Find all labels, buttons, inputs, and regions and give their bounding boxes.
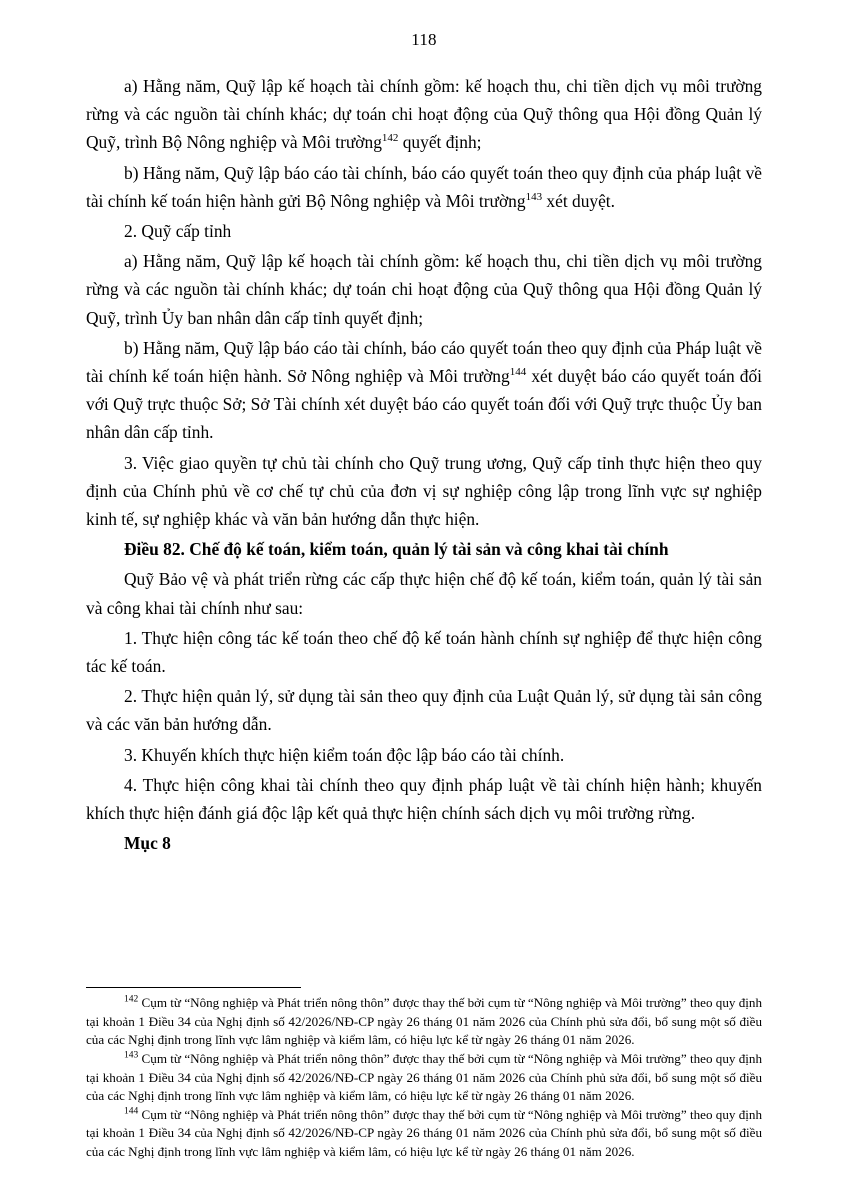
paragraph-tail: xét duyệt báo cáo quyết toán đối với Quỹ trực thuộc Sở; Sở Tài chính xét duyệt báo cáo quyết toán đối với Quỹ trực thuộc Ủy ban nhân dân cấp tỉnh. [86, 366, 762, 443]
footnote-separator [86, 987, 301, 988]
paragraph-82-1: 1. Thực hiện công tác kế toán theo chế độ kế toán hành chính sự nghiệp để thực hiện công tác kế toán. [86, 627, 762, 677]
paragraph-text: b) Hằng năm, Quỹ lập báo cáo tài chính, báo cáo quyết toán theo quy định của pháp luật về tài chính kế toán hiện hành gửi Bộ Nông nghiệp và Môi trường [86, 162, 762, 211]
footnote-text: Cụm từ “Nông nghiệp và Phát triển nông thôn” được thay thế bởi cụm từ “Nông nghiệp và Môi trường” theo quy định tại khoản 1 Điều 34 của Nghị định số 42/2026/NĐ-CP ngày 26 tháng 01 năm 2026 của Chính phủ sửa đổi, bổ sung một số điều của các Nghị định trong lĩnh vực lâm nghiệp và kiểm lâm, có hiệu lực kể từ ngày 26 tháng 01 năm 2026. [86, 1107, 762, 1159]
paragraph-82-2: 2. Thực hiện quản lý, sử dụng tài sản theo quy định của Luật Quản lý, sử dụng tài sản công và các văn bản hướng dẫn. [86, 686, 762, 735]
footnote-marker: 144 [124, 1106, 139, 1117]
footnote-marker: 142 [124, 994, 139, 1005]
document-body [86, 72, 762, 857]
article-heading-82: Điều 82. Chế độ kế toán, kiểm toán, quản lý tài sản và công khai tài chính [124, 539, 669, 560]
paragraph-b-trung-uong [86, 159, 762, 215]
paragraph-a-cap-tinh [86, 247, 762, 332]
paragraph-text: b) Hằng năm, Quỹ lập báo cáo tài chính, báo cáo quyết toán theo quy định của Pháp luật về tài chính kế toán hiện hành. Sở Nông nghiệp và Môi trường [86, 337, 762, 387]
footnote-text: Cụm từ “Nông nghiệp và Phát triển nông thôn” được thay thế bởi cụm từ “Nông nghiệp và Môi trường” theo quy định tại khoản 1 Điều 34 của Nghị định số 42/2026/NĐ-CP ngày 26 tháng 01 năm 2026 của Chính phủ sửa đổi, bổ sung một số điều của các Nghị định trong lĩnh vực lâm nghiệp và kiểm lâm, có hiệu lực kể từ ngày 26 tháng 01 năm 2026. [86, 995, 762, 1047]
paragraph-text: 2. Quỹ cấp tỉnh [124, 221, 232, 242]
footnote-142 [86, 994, 762, 1049]
footnote-ref-142[interactable]: 142 [381, 132, 399, 145]
paragraph-82-3: 3. Khuyến khích thực hiện kiểm toán độc lập báo cáo tài chính. [124, 744, 565, 765]
footnote-marker: 143 [124, 1050, 139, 1061]
paragraph-intro-82: Quỹ Bảo vệ và phát triển rừng các cấp thực hiện chế độ kế toán, kiểm toán, quản lý tài sản và công khai tài chính như sau: [86, 569, 762, 618]
footnote-143 [86, 1050, 762, 1105]
paragraph-tail: quyết định; [398, 132, 482, 153]
footnote-144 [86, 1106, 762, 1161]
page-number: 118 [411, 30, 437, 49]
footnote-ref-144[interactable]: 144 [509, 366, 527, 379]
paragraph-text: a) Hằng năm, Quỹ lập kế hoạch tài chính gồm: kế hoạch thu, chi tiền dịch vụ môi trường rừng và các nguồn tài chính khác; dự toán chi hoạt động của Quỹ thông qua Hội đồng Quản lý Quỹ, trình Bộ Nông nghiệp và Môi trường [86, 76, 762, 153]
footnote-area [86, 987, 762, 1162]
paragraph-clause-2 [86, 217, 762, 245]
section-label-muc-8: Mục 8 [124, 833, 171, 854]
paragraph-text: 3. Việc giao quyền tự chủ tài chính cho Quỹ trung ương, Quỹ cấp tỉnh thực hiện theo quy định của Chính phủ về cơ chế tự chủ của đơn vị sự nghiệp công lập trong lĩnh vực sự nghiệp kinh tế, sự nghiệp khác và văn bản hướng dẫn thực hiện. [86, 452, 762, 530]
paragraph-82-4: 4. Thực hiện công khai tài chính theo quy định pháp luật về tài chính hiện hành; khuyến khích thực hiện đánh giá độc lập kết quả thực hiện chính sách dịch vụ môi trường rừng. [86, 774, 762, 824]
footnote-ref-143[interactable]: 143 [525, 191, 543, 204]
paragraph-text: a) Hằng năm, Quỹ lập kế hoạch tài chính gồm: kế hoạch thu, chi tiền dịch vụ môi trường rừng và các nguồn tài chính khác; dự toán chi hoạt động của Quỹ thông qua Hội đồng Quản lý Quỹ, trình Ủy ban nhân dân cấp tỉnh quyết định; [86, 251, 762, 328]
paragraph-a-trung-uong [86, 72, 762, 157]
footnote-text: Cụm từ “Nông nghiệp và Phát triển nông thôn” được thay thế bởi cụm từ “Nông nghiệp và Môi trường” theo quy định tại khoản 1 Điều 34 của Nghị định số 42/2026/NĐ-CP ngày 26 tháng 01 năm 2026 của Chính phủ sửa đổi, bổ sung một số điều của các Nghị định trong lĩnh vực lâm nghiệp và kiểm lâm, có hiệu lực kể từ ngày 26 tháng 01 năm 2026. [86, 1051, 762, 1103]
paragraph-clause-3 [86, 449, 762, 534]
paragraph-b-cap-tinh [86, 334, 762, 447]
paragraph-tail: xét duyệt. [542, 190, 615, 211]
